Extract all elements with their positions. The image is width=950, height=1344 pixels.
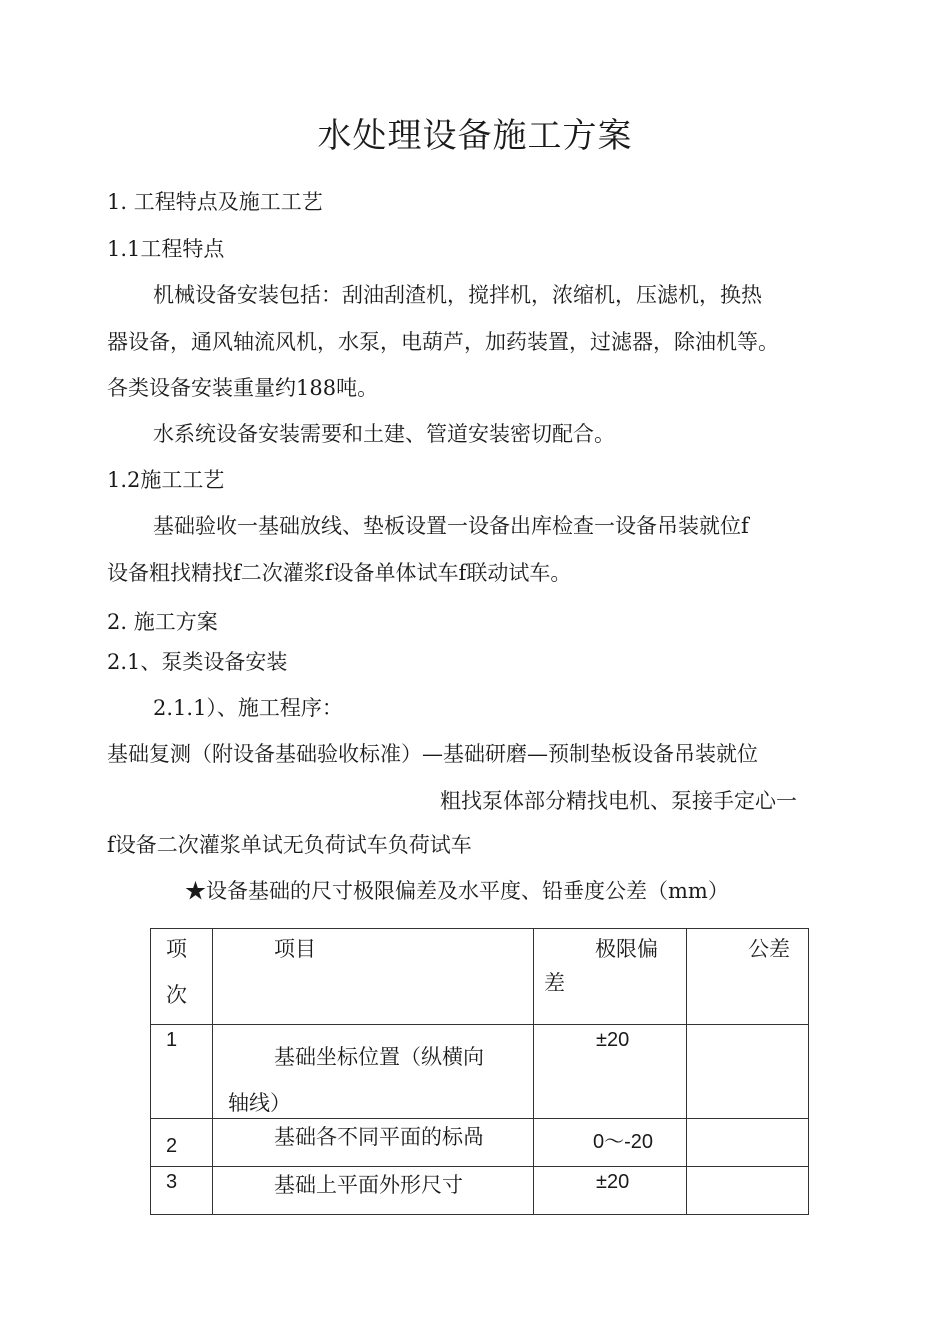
row1-item-line1: 基础坐标位置（纵横向 xyxy=(274,1045,484,1069)
row1-item-cell xyxy=(213,1025,534,1119)
header-cell-no xyxy=(151,929,213,1025)
section-1-1-heading: 1.1工程特点 xyxy=(107,237,225,261)
section-1-heading: 1. 工程特点及施工工艺 xyxy=(107,190,323,214)
row3-limit: ±20 xyxy=(596,1171,630,1193)
row3-item-cell xyxy=(213,1167,534,1215)
row3-tolerance-cell xyxy=(687,1167,809,1215)
page-title: 水处理设备施工方案 xyxy=(317,116,633,156)
header-no-line1: 项 xyxy=(166,937,187,961)
row3-no-cell xyxy=(151,1167,213,1215)
header-limit-line2: 差 xyxy=(544,971,565,995)
row1-limit-cell xyxy=(534,1025,687,1119)
header-cell-tolerance xyxy=(687,929,809,1025)
para2: 水系统设备安装需要和土建、管道安装密切配合。 xyxy=(153,422,615,446)
header-no-line2: 次 xyxy=(166,983,187,1007)
section-2-1-heading: 2.1、泵类设备安装 xyxy=(107,650,288,674)
row3-limit-cell xyxy=(534,1167,687,1215)
section-1-2-heading: 1.2施工工艺 xyxy=(107,468,225,492)
header-item: 项目 xyxy=(274,937,316,961)
header-cell-item xyxy=(213,929,534,1025)
section-2-heading: 2. 施工方案 xyxy=(107,610,218,634)
table-header-row xyxy=(151,929,809,1025)
table-row xyxy=(151,1119,809,1167)
table-row xyxy=(151,1025,809,1119)
para1-line1: 机械设备安装包括：刮油刮渣机，搅拌机，浓缩机，压滤机，换热 xyxy=(153,283,762,307)
row3-item: 基础上平面外形尺寸 xyxy=(274,1173,463,1197)
procedure-line3: f设备二次灌浆单试无负荷试车负荷试车 xyxy=(107,833,472,857)
row2-tolerance-cell xyxy=(687,1119,809,1167)
header-limit-line1: 极限偏 xyxy=(595,937,658,961)
header-cell-limit xyxy=(534,929,687,1025)
para3-line1: 基础验收一基础放线、垫板设置一设备出库检查一设备吊装就位f xyxy=(153,514,749,538)
row3-no: 3 xyxy=(166,1171,178,1193)
procedure-line1: 基础复测（附设备基础验收标准）—基础研磨—预制垫板设备吊装就位 xyxy=(107,742,758,766)
row1-no-cell xyxy=(151,1025,213,1119)
row1-limit: ±20 xyxy=(596,1029,630,1051)
para1-line2: 器设备，通风轴流风机，水泵，电葫芦，加药装置，过滤器，除油机等。 xyxy=(107,330,779,354)
tolerance-table xyxy=(150,928,809,1215)
section-2-1-1-heading: 2.1.1）、施工程序： xyxy=(153,696,343,720)
row1-item-line2: 轴线） xyxy=(228,1091,291,1115)
row2-limit: 0〜-20 xyxy=(593,1131,654,1153)
row1-no: 1 xyxy=(166,1029,178,1051)
row2-no-cell xyxy=(151,1119,213,1167)
row1-tolerance-cell xyxy=(687,1025,809,1119)
row2-item-cell xyxy=(213,1119,534,1167)
para3-line2: 设备粗找精找f二次灌浆f设备单体试车f联动试车。 xyxy=(107,561,572,585)
para1-line3: 各类设备安装重量约188吨。 xyxy=(107,376,379,400)
table-row xyxy=(151,1167,809,1215)
row2-item: 基础各不同平面的标咼 xyxy=(274,1125,484,1149)
row2-limit-cell xyxy=(534,1119,687,1167)
procedure-line2: 粗找泵体部分精找电机、泵接手定心一 xyxy=(440,789,797,813)
table-caption: ★设备基础的尺寸极限偏差及水平度、铅垂度公差（mm） xyxy=(185,879,729,903)
row2-no: 2 xyxy=(166,1135,178,1157)
header-tolerance: 公差 xyxy=(748,937,790,961)
